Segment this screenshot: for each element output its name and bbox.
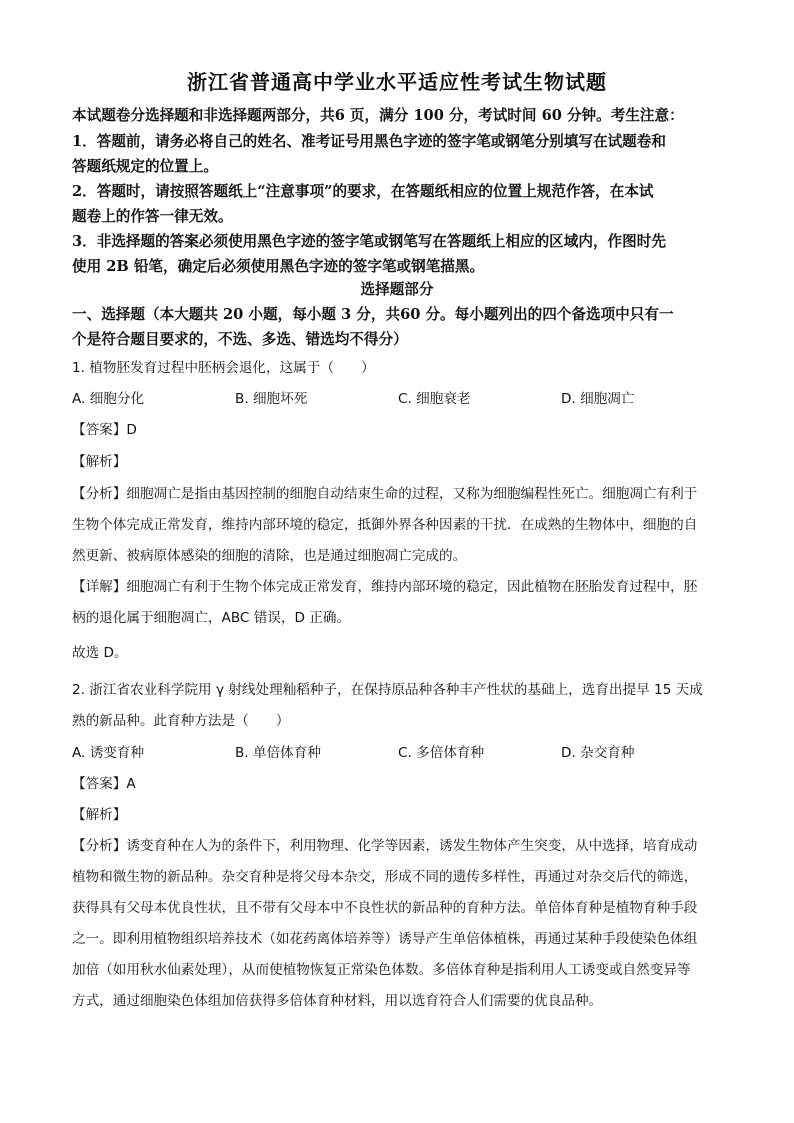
question-1-options (72, 387, 732, 407)
notice-item-1-cont: 答题纸规定的位置上。 (72, 158, 218, 175)
question-2-fenxi-line: 方式，通过细胞染色体组加倍获得多倍体育种材料，用以选育符合人们需要的优良品种。 (72, 993, 603, 1009)
question-2-fenxi-line: 植物和微生物的新品种。杂交育种是将父母本杂交，形成不同的遗传多样性，再通过对杂交后代的筛选， (72, 869, 698, 885)
option-a: A. 细胞分化 (72, 391, 145, 407)
question-2-fenxi-line: 【分析】诱变育种在人为的条件下，利用物理、化学等因素，诱发生物体产生突变，从中选择，培育成动 (72, 838, 698, 854)
question-1-detail-line: 柄的退化属于细胞凋亡，ABC 错误，D 正确。 (72, 610, 351, 626)
section-heading: 选择题部分 (360, 281, 434, 298)
option-b: B. 细胞坏死 (235, 391, 308, 407)
question-2-stem-cont: 熟的新品种。此育种方法是（ ） (72, 713, 290, 729)
question-1-analysis-label: 【解析】 (72, 454, 127, 470)
question-2-fenxi-line: 获得具有父母本优良性状，且不带有父母本中不良性状的新品种的育种方法。单倍体育种是植物育种手段 (72, 900, 698, 916)
exam-title: 浙江省普通高中学业水平适应性考试生物试题 (187, 70, 607, 94)
question-2-answer: 【答案】A (72, 776, 136, 792)
question-1-conclusion: 故选 D。 (72, 645, 128, 661)
notice-intro: 本试题卷分选择题和非选择题两部分，共6 页，满分 100 分，考试时间 60 分钟。考生注意： (72, 107, 684, 124)
part-instructions: 一、选择题（本大题共 20 小题，每小题 3 分，共60 分。每小题列出的四个备选项中只有一 (72, 306, 674, 323)
part-instructions-cont: 个是符合题目要求的，不选、多选、错选均不得分） (72, 331, 408, 348)
option-c: C. 细胞衰老 (398, 391, 471, 407)
notice-item-3: 3．非选择题的答案必须使用黑色字迹的签字笔或钢笔写在答题纸上相应的区域内，作图时先 (72, 233, 666, 250)
question-2-stem: 2. 浙江省农业科学院用 γ 射线处理籼稻种子，在保持原品种各种丰产性状的基础上，选育出提早 15 天成 (72, 682, 703, 698)
question-2-fenxi-line: 之一。即利用植物组织培养技术（如花药离体培养等）诱导产生单倍体植株，再通过某种手段使染色体组 (72, 931, 698, 947)
option-d: D. 杂交育种 (561, 745, 635, 761)
notice-item-1: 1．答题前，请务必将自己的姓名、准考证号用黑色字迹的签字笔或钢笔分别填写在试题卷和 (72, 133, 666, 150)
notice-item-3-cont: 使用 2B 铅笔，确定后必须使用黑色字迹的签字笔或钢笔描黑。 (72, 258, 485, 275)
notice-item-2: 2．答题时，请按照答题纸上“注意事项”的要求，在答题纸相应的位置上规范作答，在本试 (72, 183, 654, 200)
question-1-stem: 1. 植物胚发育过程中胚柄会退化，这属于（ ） (72, 360, 375, 376)
option-d: D. 细胞凋亡 (561, 391, 635, 407)
question-2-analysis-label: 【解析】 (72, 807, 127, 823)
question-1-fenxi-line: 【分析】细胞凋亡是指由基因控制的细胞自动结束生命的过程，又称为细胞编程性死亡。细胞凋亡有利于 (72, 486, 698, 502)
question-1-fenxi-line: 然更新、被病原体感染的细胞的清除，也是通过细胞凋亡完成的。 (72, 548, 467, 564)
question-1-answer: 【答案】D (72, 422, 137, 438)
notice-item-2-cont: 题卷上的作答一律无效。 (72, 208, 233, 225)
option-c: C. 多倍体育种 (398, 745, 485, 761)
question-1-fenxi-line: 生物个体完成正常发育，维持内部环境的稳定，抵御外界各种因素的干扰．在成熟的生物体中，细胞的自 (72, 517, 698, 533)
option-b: B. 单倍体育种 (235, 745, 321, 761)
option-a: A. 诱变育种 (72, 745, 145, 761)
question-2-fenxi-line: 加倍（如用秋水仙素处理），从而使植物恢复正常染色体数。多倍体育种是指利用人工诱变或自然变异等 (72, 962, 691, 978)
question-2-options (72, 741, 732, 761)
question-1-detail-line: 【详解】细胞凋亡有利于生物个体完成正常发育，维持内部环境的稳定，因此植物在胚胎发育过程中，胚 (72, 579, 698, 595)
